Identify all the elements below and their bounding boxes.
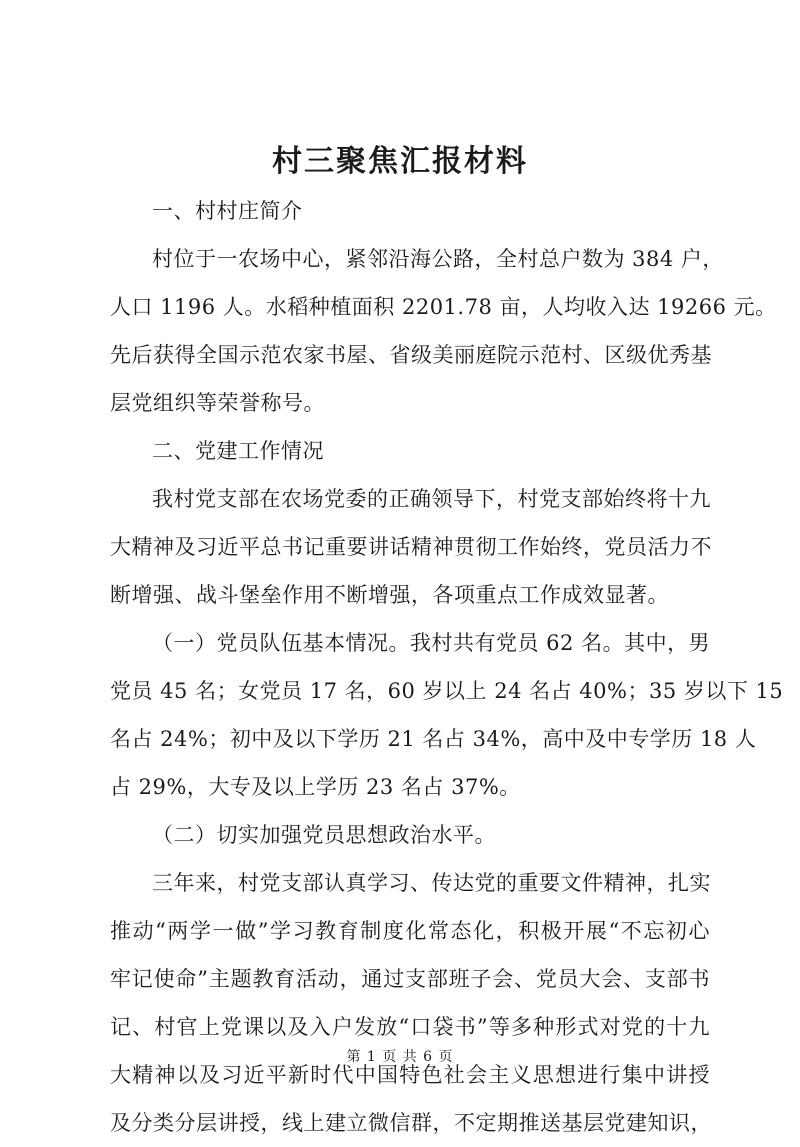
body-text-line: 牢记使命”主题教育活动，通过支部班子会、党员大会、支部书 [110,967,710,991]
body-text-line: 党员 45 名；女党员 17 名，60 岁以上 24 名占 40%；35 岁以下 15 [110,679,784,703]
body-text-line: 先后获得全国示范农家书屋、省级美丽庭院示范村、区级优秀基 [110,343,712,367]
body-text-line: 一、村村庄简介 [152,199,303,223]
body-text-line: 三年来，村党支部认真学习、传达党的重要文件精神，扎实 [152,871,711,895]
body-text-line: 我村党支部在农场党委的正确领导下，村党支部始终将十九 [152,487,711,511]
body-text-line: 村位于一农场中心，紧邻沿海公路，全村总户数为 384 户， [152,247,724,271]
body-text-line: （一）党员队伍基本情况。我村共有党员 62 名。其中，男 [152,631,711,655]
body-text-line: 记、村官上党课以及入户发放“口袋书”等多种形式对党的十九 [110,1015,710,1039]
body-text-line: 及分类分层讲授，线上建立微信群，不定期推送基层党建知识， [110,1111,712,1135]
body-text-line: 名占 24%；初中及以下学历 21 名占 34%，高中及中专学历 18 人 [110,727,757,751]
page-number-footer: 第 1 页 共 6 页 [346,1049,454,1065]
body-text-line: 大精神及习近平总书记重要讲话精神贯彻工作始终，党员活力不 [110,535,712,559]
body-text-line: 人口 1196 人。水稻种植面积 2201.78 亩，人均收入达 19266 元。 [110,295,777,319]
body-text-line: 推动“两学一做”学习教育制度化常态化，积极开展“不忘初心 [110,919,710,943]
body-text-line: 断增强、战斗堡垒作用不断增强，各项重点工作成效显著。 [110,583,669,607]
body-text-line: 占 29%，大专及以上学历 23 名占 37%。 [110,775,521,799]
document-title: 村三聚焦汇报材料 [272,144,528,179]
body-text-line: 大精神以及习近平新时代中国特色社会主义思想进行集中讲授 [110,1063,710,1087]
document-body [110,187,784,1147]
body-text-line: （二）切实加强党员思想政治水平。 [152,823,496,847]
body-text-line: 二、党建工作情况 [152,439,324,463]
body-text-line: 层党组织等荣誉称号。 [110,391,325,415]
